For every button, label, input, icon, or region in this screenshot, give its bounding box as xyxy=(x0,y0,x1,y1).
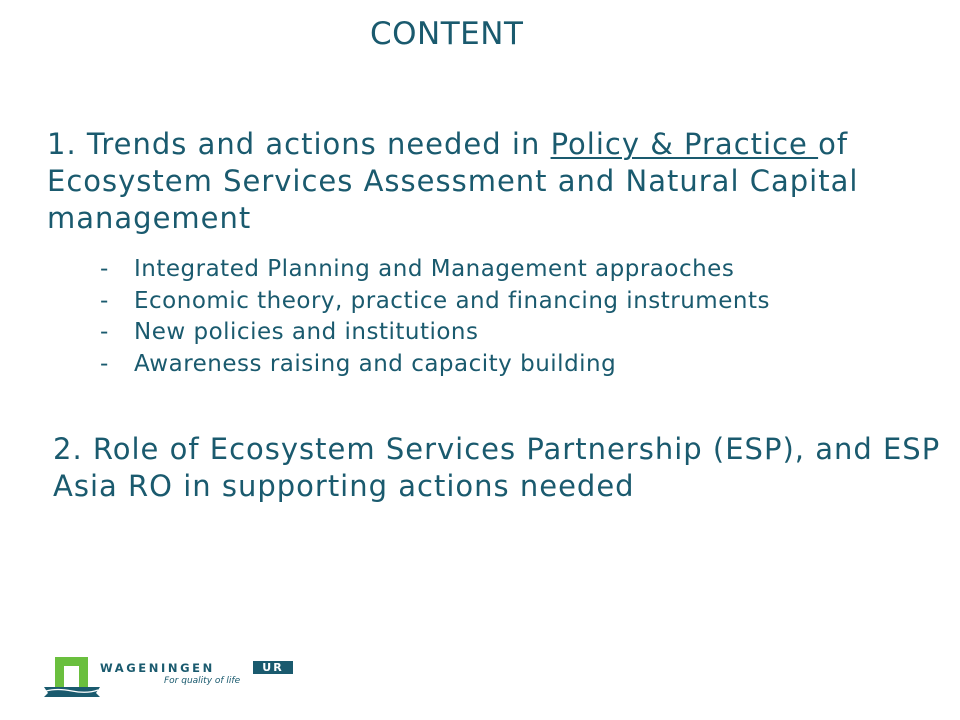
bullet-dash: - xyxy=(100,287,109,314)
list-item-text: Awareness raising and capacity building xyxy=(134,350,617,377)
slide-title: CONTENT xyxy=(370,16,524,52)
list-item-text: New policies and institutions xyxy=(134,319,479,345)
section-1-heading xyxy=(47,126,947,237)
list-item-text: Economic theory, practice and financing instruments xyxy=(134,287,770,314)
logo-tagline: For quality of life xyxy=(164,676,241,686)
section-2-heading: 2. Role of Ecosystem Services Partnership (ESP), and ESP Asia RO in supporting actions needed xyxy=(53,432,941,503)
list-item xyxy=(100,317,770,349)
bullet-dash: - xyxy=(100,350,109,377)
list-item xyxy=(100,254,770,286)
bullet-list xyxy=(100,254,770,380)
section-1-underlined-text: Policy & Practice xyxy=(550,127,819,161)
bullet-dash: - xyxy=(100,319,109,345)
bullet-dash: - xyxy=(100,256,109,282)
list-item-text: Integrated Planning and Management appraoches xyxy=(134,256,735,282)
section-1-text-start: 1. Trends and actions needed in xyxy=(47,127,551,161)
list-item xyxy=(100,286,770,318)
wageningen-logo xyxy=(42,655,302,700)
logo-ur-badge: UR xyxy=(253,661,293,674)
logo-emblem-window xyxy=(64,666,79,687)
list-item xyxy=(100,349,770,381)
logo-emblem-icon xyxy=(42,655,102,700)
section-1-text-end: of Ecosystem Services Assessment and Natural Capital management xyxy=(47,127,859,235)
logo-wordmark: WAGENINGEN xyxy=(100,660,215,675)
